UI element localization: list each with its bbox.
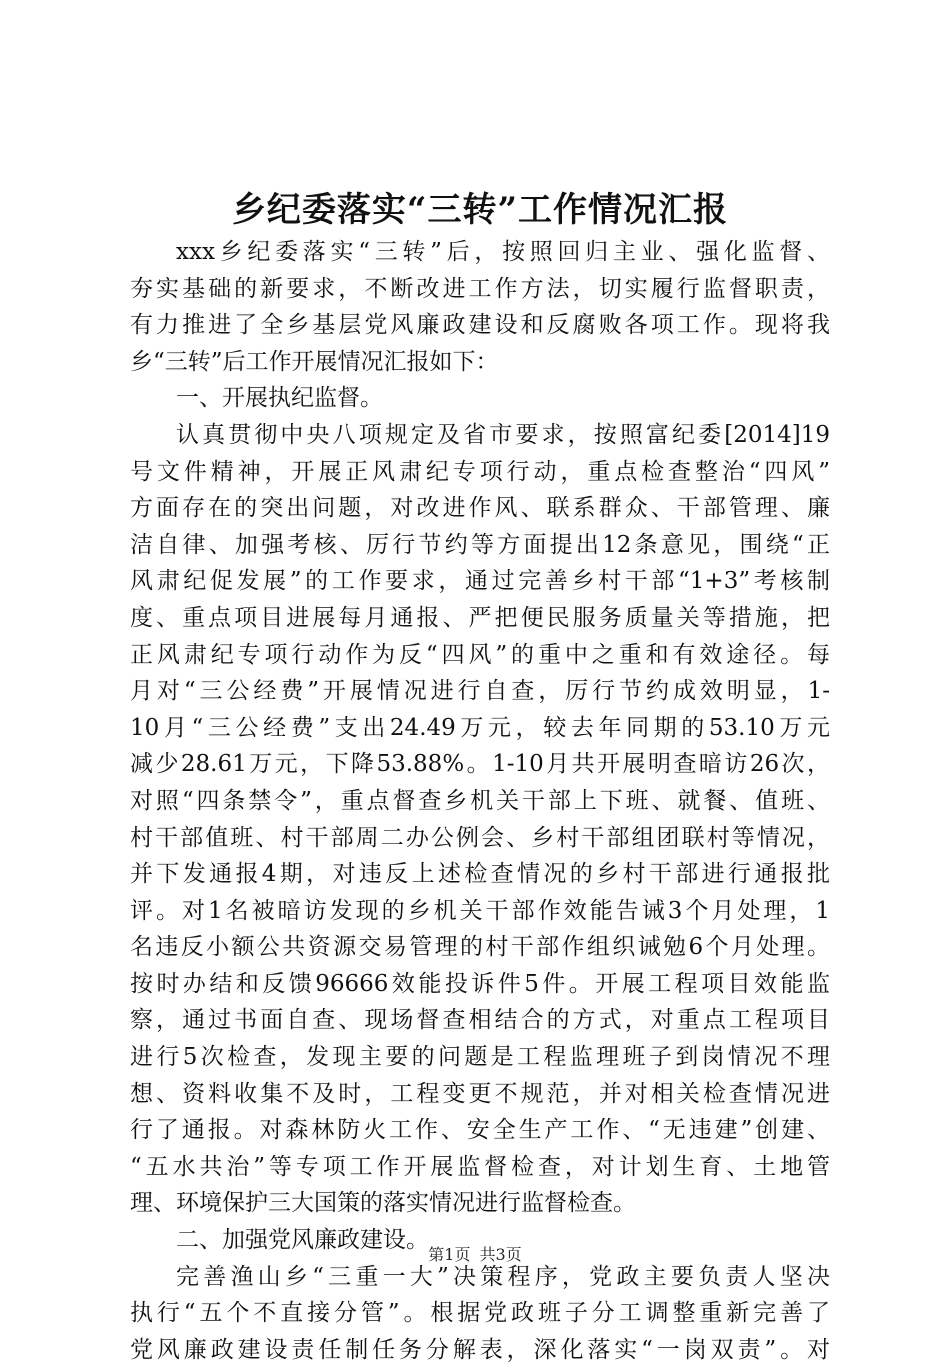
text-line: xxx乡纪委落实“三转”后，按照回归主业、强化监督、 xyxy=(176,239,830,265)
document-body xyxy=(130,234,830,1368)
text-line: 按时办结和反馈96666效能投诉件5件。开展工程项目效能监 xyxy=(130,970,830,997)
text-line: 一、开展执纪监督。 xyxy=(176,385,383,412)
text-line: 乡“三转”后工作开展情况汇报如下： xyxy=(130,348,499,375)
text-line: 察，通过书面自查、现场督查相结合的方式，对重点工程项目 xyxy=(130,1007,830,1034)
text-line: 方面存在的突出问题，对改进作风、联系群众、干部管理、廉 xyxy=(130,495,830,522)
text-line: 执行“五个不直接分管”。根据党政班子分工调整重新完善了 xyxy=(130,1300,830,1327)
text-line: 月对“三公经费”开展情况进行自查，厉行节约成效明显，1- xyxy=(130,678,830,705)
text-line: 二、加强党风廉政建设。 xyxy=(176,1227,429,1254)
text-line: 洁自律、加强考核、厉行节约等方面提出12条意见，围绕“正 xyxy=(130,531,830,558)
text-line: “五水共治”等专项工作开展监督检查，对计划生育、土地管 xyxy=(130,1153,830,1180)
text-line: 完善渔山乡“三重一大”决策程序，党政主要负责人坚决 xyxy=(176,1263,830,1290)
text-line: 减少28.61万元，下降53.88%。1-10月共开展明查暗访26次， xyxy=(130,751,830,778)
document-title: 乡纪委落实“三转”工作情况汇报 xyxy=(231,190,729,230)
text-line: 夯实基础的新要求，不断改进工作方法，切实履行监督职责， xyxy=(130,275,830,302)
text-line: 行了通报。对森林防火工作、安全生产工作、“无违建”创建、 xyxy=(130,1117,830,1144)
text-line: 认真贯彻中央八项规定及省市要求，按照富纪委[2014]19 xyxy=(176,421,830,448)
text-line: 10月“三公经费”支出24.49万元，较去年同期的53.10万元 xyxy=(130,714,830,741)
text-line: 名违反小额公共资源交易管理的村干部作组织诫勉6个月处理。 xyxy=(130,934,830,961)
text-line: 并下发通报4期，对违反上述检查情况的乡村干部进行通报批 xyxy=(130,861,830,888)
page-number: 第1页 xyxy=(428,1245,471,1264)
page-total: 共3页 xyxy=(479,1245,522,1264)
text-line: 正风肃纪专项行动作为反“四风”的重中之重和有效途径。每 xyxy=(130,641,830,668)
text-line: 号文件精神，开展正风肃纪专项行动，重点检查整治“四风” xyxy=(130,458,830,485)
text-line: 村干部值班、村干部周二办公例会、乡村干部组团联村等情况， xyxy=(130,824,830,851)
text-line: 评。对1名被暗访发现的乡机关干部作效能告诫3个月处理，1 xyxy=(130,897,830,924)
text-line: 进行5次检查，发现主要的问题是工程监理班子到岗情况不理 xyxy=(130,1044,830,1071)
text-line: 度、重点项目进展每月通报、严把便民服务质量关等措施，把 xyxy=(130,604,830,631)
text-line: 理、环境保护三大国策的落实情况进行监督检查。 xyxy=(130,1190,636,1217)
text-line: 有力推进了全乡基层党风廉政建设和反腐败各项工作。现将我 xyxy=(130,312,830,339)
text-line: 对照“四条禁令”，重点督查乡机关干部上下班、就餐、值班、 xyxy=(130,787,830,814)
page-footer xyxy=(0,1244,950,1266)
text-line: 想、资料收集不及时，工程变更不规范，并对相关检查情况进 xyxy=(130,1080,830,1107)
text-line: 党风廉政建设责任制任务分解表，深化落实“一岗双责”。对 xyxy=(130,1336,830,1363)
text-line: 风肃纪促发展”的工作要求，通过完善乡村干部“1+3”考核制 xyxy=(130,568,830,595)
